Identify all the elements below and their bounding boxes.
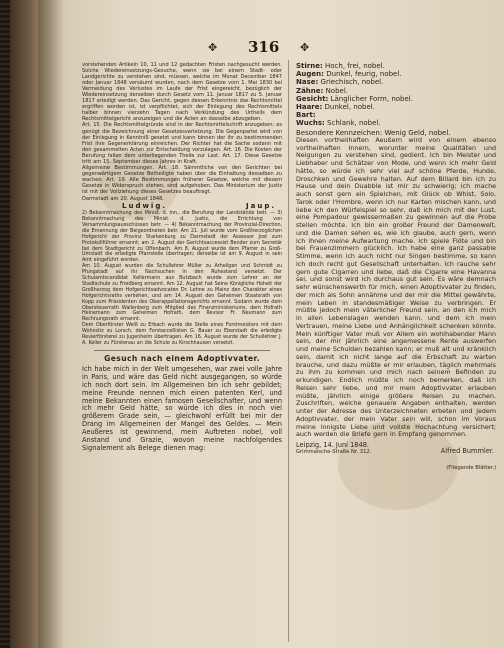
paragraph: Am 10. August wurden die Schullehrer Müller zu Arheilgen und Schmidt zu Pfungstadt auf ihr Nachsuchen in den Ruhestand versetzt. Der Schulamtscandidat Kellermann aus Butzbach wurde zum Lehrer an der Stadtschule zu Friedberg ernannt. Am 12. August hat Seine Königliche Hoheit der Großherzog dem Hofgerichtsadvocaten Dr. Lehne zu Mainz den Charakter eines Hofgerichtsraths verliehen, und am 14. August den Geheimen Staatsrath von Kopp zum Präsidenten des Oberappellationsgerichts ernannt. Sodann wurde dem Obersteuerrath Wallenberg zum Mitglied des Finanzministeriums, dem Hofrath Heinemann zum Geheimen Hofrath, dem Revisor Fr. Neumann zum Rechnungsrath ernannt. (82, 263, 282, 323)
dateline: Darmstadt am 20. August 1848. (82, 196, 164, 203)
signalement-list (296, 62, 496, 128)
section-heading: Gesuch nach einem Adoptivvater. (104, 353, 260, 363)
paragraph: Ich habe mich in der Welt umgesehen, war zwei volle Jahre in Paris, und wäre das Geld nicht ausgegangen, so würde ich noch dort sein. Im Allgemeinen bin ich sehr gebildet; meine Freunde nennen mich einen patenten Kerl, und meine Bekannten einen famosen Gesellschafter, und wenn ich mehr Geld hätte, so würde ich dies in noch viel größerem Grade sein, — gleichwohl erfüllt bei mir der Drang im Allgemeinen der Mangel des Geldes. — Mein Aeußeres ist gewinnend, mein Auftreten nobel, voll Anstand und Grazie, wovon meine nachfolgendes Signalement als Belege dienen mag: (82, 364, 282, 452)
signalement-item: Zähne: Nobel. (296, 86, 349, 95)
page-number: 316 (248, 38, 280, 56)
page-header (38, 38, 504, 56)
signalement-item: Gesicht: Länglicher Form, nobel. (296, 94, 413, 103)
ornament-right-icon: ✥ (300, 41, 310, 54)
signalement-item: Haare: Dunkel, nobel. (296, 103, 375, 112)
signalement-item: Bart: (296, 111, 316, 120)
special-marks: Besondere Kennzeichen: Wenig Geld, nobel. (296, 128, 451, 137)
address: Grimmaische-Straße Nr. 312. (296, 449, 372, 456)
paragraph: Art. 15. Die Rechtsmittelgründe sind in der Rechtsmittelschrift anzugeben; es genügt die Bezeichnung einer Gesetzesverletzung. Die Gegenpartei wird von der Einlegung in Kenntniß gesetzt und kann binnen der ihr zu bestimmenden Frist ihre Gegenerklärung einreichen. Der Richter hat die Sache sodann mit den gesammelten Acten zur Entscheidung vorzulegen. Art. 16. Die Kosten der Berufung fallen dem unterliegenden Theile zur Last. Art. 17. Diese Gesetze tritt am 15. September dieses Jahres in Kraft. (82, 122, 282, 165)
signalement-item: Wuchs: Schlank, nobel. (296, 119, 381, 128)
source-credit: (Fliegende Blätter.) (446, 465, 496, 472)
signalement-item: Stirne: Hoch, frei, nobel. (296, 62, 385, 70)
signature: Ludwig. (122, 202, 167, 211)
sender-name: Alfred Bummler. (440, 447, 494, 456)
signalement-item: Augen: Dunkel, feurig, nobel. (296, 70, 402, 79)
ornament-left-icon: ✥ (208, 41, 218, 54)
column-divider (288, 60, 289, 642)
signature-right: Jaup. (246, 202, 276, 211)
signalement-item: Nase: Griechisch, nobel. (296, 78, 384, 87)
paragraph: Dem Oberförster Weiß zu Erbach wurde die Stelle eines Forstmeisters mit dem Wohnsitz zu Lorsch, dem Forstacceßisten G. Bauer zu Eberstadt die erledigte Revierförsterei zu Jugenheim übertragen. Am 16. August wurde der Schullehrer J. A. Keller zu Fürstenau an die Schule zu Kirschhausen versetzt. (82, 322, 282, 347)
book-binding (0, 0, 38, 648)
book-page (38, 0, 504, 648)
left-column (82, 62, 282, 642)
binding-edge (0, 0, 10, 648)
paragraph: Allgemeine Bestimmungen. Art. 18. Sämmtliche von den Gerichten bei gegenwärtigem Gesetze Betheiligte haben über die Einhaltung desselben zu wachen. Art. 19. Alle Bestimmungen früherer Gesetze, welche mit diesem Gesetze in Widerspruch stehen, sind aufgehoben. Das Ministerium der Justiz ist mit der Vollziehung dieses Gesetzes beauftragt. (82, 164, 282, 195)
divider-rule (94, 350, 270, 351)
paragraph: vorstehenden Artikeln 10, 11 und 12 gedachten Fristen nachgesucht werden. Solche Wiedereinsetzungs-Gesuche, wenn sie bei einem Stadt- oder Landgerichte zu verstehen sind, müssen, welche im Monat December 1847 oder Januar 1848 versäumt wurden, nach dem Gesetze vom 1. Mai 1830 bei Vermeidung des Verlustes im Laufe der Frist eingereicht, bezüglich der Wiedereinsetzung derselben durch Gesetz vom 11. Januar 1817 zu 5. Januar 1817 erledigt werden. Das Gericht, gegen dessen Erkenntnis das Rechtsmittel ergriffen worden ist, ist verpflichtet, sich der Einlegung des Rechtsmittels halber binnen vierzehn Tagen nach Verkündung des Urtheils dem Rechtsmittelgericht anzuzeigen und die Acten an dasselbe abzugeben. (82, 62, 282, 123)
gutter-shadow (38, 0, 64, 648)
paragraph: 2) Bekanntmachung des Minist. d. Inn., die Berufung der Landstände betr. — 3) Bekanntmachung des Minist. d. Justiz, die Errichtung von Versammlungsausschüssen betr. — 4) Bekanntmachung der Provinzial-Direction, die Ernennung der Beigeordneten betr. Am 21. Juli wurde vom Großherzoglichen Hofgericht der Provinz Starkenburg zu Darmstadt der Assessor Jost zum Protokollführer ernannt; am 2. August der Gerichtsaccessist Bender zum Secretär bei dem Stadtgericht zu Offenbach. Am 8. August wurde dem Pfarrer zu Groß-Umstadt die erledigte Pfarrstelle übertragen; derselbe ist am 9. August in sein Amt eingeführt worden. (82, 210, 282, 264)
signoff-block (296, 449, 496, 465)
paragraph: Diesen vortheilhaften Aeußern wird von einem ebenso vortheilhaften Innern, worunter meine Qualitäten und Neigungen zu verstehen sind, gedient. Ich bin Meister und Liebhaber und Schätzer von Mode, und wenn ich mehr Geld hätte, so würde ich sehr viel auf schöne Pferde, Hunde, Droschken und Gewehre halten. Auf dem Billard bin ich zu Hause und dein Duabble ist mir zu schwierig; ich mache auch sonst gern ein Spielchen, mit Glück ob Whist, Solo, Tarok oder l'Hombre, wenn ich nur Karten mischen kann, und liebe ich den Würfelspiel so sehr, daß ich mich mit der Lust, eine Pompadour gewissermaßen zu gewinnen auf die Probe stellen möchte. Ich bin ein großer Freund der Damenwelt, und die Damen sehen es, wie ich glaube, auch gern, wenn ich ihnen meine Aufwartung mache. Ich spiele Flöte und bin bei Frauenzimmern glücklich. Ich habe eine ganz passable Stimme, wenn ich auch nicht nur Singen bestimme, so kann ich doch recht gut Gesellschaft unterhalten. Ich rauche sehr gern gute Cigarren und liebe, daß die Cigarre eine Havanna sei, und sonst wird ich durchaus gut sein. Es wäre demnach sehr wünschenswerth für mich, einen Adoptivvater zu finden, der mich als Sohn annähme und der mir die Mittel gewährte, mein Leben in standesmäßiger Weise zu verbringen. Er müßte jedoch mein väterlicher Freund sein, an den ich mich in allen Lebenslagen wenden kann, und dem ich mein Vertrauen, meine Liebe und Anhänglichkeit schenken könnte. Mein künftiger Vater muß vor Allem ein wohlhabender Mann sein, der mir jährlich eine angemessene Rente auswerfen und meine Schulden bezahlen kann; er muß alt und kränklich sein, damit ich nicht lange auf die Erbschaft zu warten brauche, und dazu müßte er mir erlauben, täglich mehrmals zu ihm zu kommen und mich nach seinem Befinden zu erkundigen. Endlich müßte ich noch bemerken, daß ich Reisen sehr liebe, und mir mein Adoptivvater erlauben müßte, jährlich einige größere Reisen zu machen. Zuschriften, welche genauere Angaben enthalten, werden unter der Adresse des Unterzeichneten erbeten und jedem Adoptivvater, der mein Vater sein will, schon im Voraus meine innigste Liebe und vollste Hochachtung versichert; auch werden die Briefe gern in Empfang genommen. (296, 136, 496, 439)
signature-line (82, 202, 282, 211)
dateline: Leipzig, 14. Juni 1848. (296, 441, 369, 450)
right-column (296, 62, 496, 642)
